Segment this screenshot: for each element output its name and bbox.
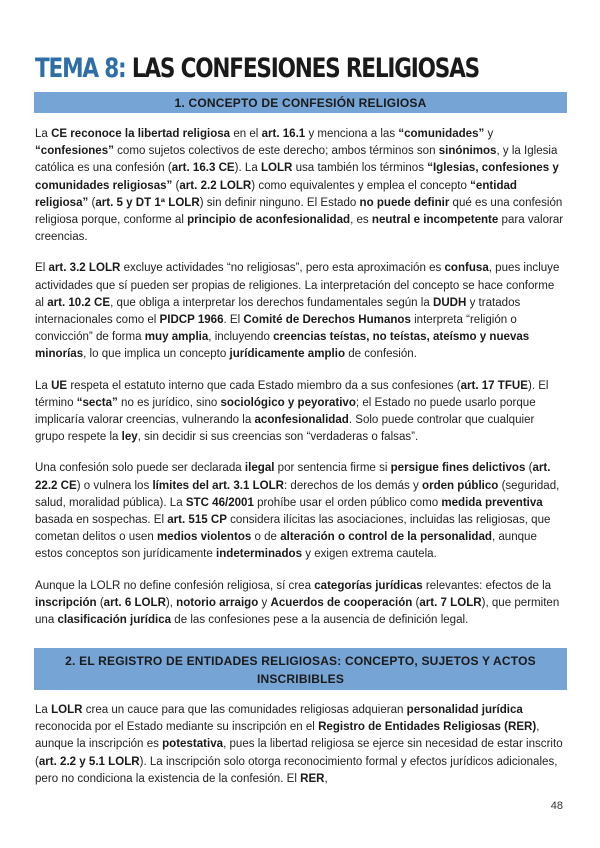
section-body-1 bbox=[35, 126, 565, 643]
bold-term: art. 3.2 LOLR bbox=[48, 262, 121, 275]
text-run: ( bbox=[412, 596, 420, 609]
text-run: o de bbox=[251, 531, 281, 544]
page-title bbox=[35, 52, 479, 86]
bold-term: medida preventiva bbox=[441, 496, 543, 509]
text-run: ). La inscripción solo otorga reconocimiento formal y efectos jurídicos adicionales, pero no condiciona la existencia de la confesión. El bbox=[35, 755, 558, 785]
section-heading-2: 2. EL REGISTRO DE ENTIDADES RELIGIOSAS: CONCEPTO, SUJETOS Y ACTOS INSCRIBIBLES bbox=[34, 648, 567, 690]
bold-term: “entidad religiosa” bbox=[35, 179, 517, 209]
bold-term: creencias teístas, no teístas, ateísmo y nuevas minorías bbox=[35, 331, 530, 361]
bold-term: límites del art. 3.1 LOLR bbox=[152, 479, 285, 492]
text-run: ). El término bbox=[35, 379, 549, 409]
text-run: ; el Estado no puede usarlo porque implicaría valorar creencias, vulnerando la bbox=[35, 396, 536, 427]
text-run: ) sin definir ninguno. El Estado bbox=[199, 196, 360, 209]
bold-term: art. 7 LOLR bbox=[419, 596, 482, 609]
bold-term: LOLR bbox=[260, 162, 293, 175]
bold-term: art. 17 TFUE bbox=[460, 379, 528, 392]
bold-term: categorías jurídicas bbox=[314, 579, 423, 592]
bold-term: art. 6 LOLR bbox=[103, 596, 166, 609]
bold-term: “secta” bbox=[76, 396, 118, 409]
bold-term: aconfesionalidad bbox=[254, 414, 349, 427]
text-run: , bbox=[324, 772, 328, 785]
bold-term: potestativa bbox=[162, 738, 224, 751]
bold-term: alteración o control de la personalidad bbox=[280, 531, 492, 544]
text-run: . El bbox=[223, 314, 244, 327]
paragraph bbox=[35, 378, 565, 447]
text-run: ( bbox=[96, 596, 104, 609]
text-run: La bbox=[35, 704, 52, 716]
bold-term: sinónimos bbox=[438, 145, 497, 158]
text-run: no es jurídico, sino bbox=[117, 396, 221, 409]
text-run: de las confesiones pese a la ausencia de definición legal. bbox=[171, 614, 469, 627]
bold-term: orden público bbox=[422, 479, 499, 492]
bold-term: art. 515 CP bbox=[167, 514, 227, 527]
text-run: en el bbox=[230, 128, 262, 140]
text-run: para valorar creencias. bbox=[35, 214, 564, 244]
bold-term: art. 22.2 CE bbox=[35, 462, 551, 492]
bold-term: art. 16.3 CE bbox=[171, 162, 235, 175]
text-run: qué es una confesión religiosa porque, conforme al bbox=[35, 196, 563, 227]
bold-term: personalidad jurídica bbox=[406, 704, 523, 716]
text-run: , sin decidir si sus creencias son “verdaderas o falsas”. bbox=[137, 431, 419, 444]
text-run: basada en sospechas. El bbox=[35, 514, 168, 527]
text-run: usa también los términos bbox=[292, 162, 428, 175]
text-run: , lo que implica un concepto bbox=[83, 348, 230, 361]
text-run: por sentencia firme si bbox=[274, 462, 391, 475]
text-run: ), que permiten una bbox=[35, 596, 560, 627]
text-run: , incluyendo bbox=[208, 331, 274, 344]
bold-term: medios violentos bbox=[156, 531, 252, 544]
bold-term: “comunidades” bbox=[398, 128, 485, 140]
bold-term: art. 10.2 CE bbox=[47, 296, 111, 309]
bold-term: clasificación jurídica bbox=[57, 614, 172, 627]
bold-term: jurídicamente amplio bbox=[229, 348, 345, 361]
paragraph bbox=[35, 460, 565, 563]
bold-term: PIDCP 1966 bbox=[159, 314, 224, 327]
text-run: ( bbox=[88, 196, 96, 209]
bold-term: neutral e incompetente bbox=[371, 214, 499, 227]
text-run: ) como equivalentes y emplea el concepto bbox=[251, 179, 471, 192]
title-text: LAS CONFESIONES RELIGIOSAS bbox=[131, 53, 479, 84]
title-number: TEMA 8: bbox=[35, 53, 126, 84]
text-run: interpreta “religión o convicción” de forma bbox=[35, 314, 517, 344]
section-body-2 bbox=[35, 702, 565, 802]
bold-term: Registro de Entidades Religiosas (RER) bbox=[318, 721, 537, 734]
text-run: , aunque estos conceptos son jurídicamente bbox=[35, 531, 537, 561]
bold-term: art. 16.1 bbox=[261, 128, 306, 140]
paragraph bbox=[35, 260, 565, 363]
bold-term: CE reconoce la libertad religiosa bbox=[51, 128, 231, 140]
bold-term: art. 5 y DT 1ª LOLR bbox=[95, 196, 200, 209]
text-run: ( bbox=[525, 462, 533, 475]
page-number: 48 bbox=[550, 800, 563, 812]
text-run: respeta el estatuto interno que cada Estado miembro da a sus confesiones ( bbox=[67, 379, 461, 392]
text-run: relevantes: efectos de la bbox=[422, 579, 552, 592]
text-run: El bbox=[35, 262, 49, 275]
text-run: excluye actividades “no religiosas”, pero esta aproximación es bbox=[120, 262, 445, 275]
text-run: y bbox=[484, 128, 494, 140]
bold-term: art. 2.2 LOLR bbox=[179, 179, 252, 192]
text-run: , que obliga a interpretar los derechos fundamentales según la bbox=[110, 296, 433, 309]
bold-term: confusa bbox=[444, 262, 489, 275]
bold-term: muy amplia bbox=[144, 331, 209, 344]
text-run: ( bbox=[172, 179, 180, 192]
bold-term: Comité de Derechos Humanos bbox=[243, 314, 411, 327]
text-run: , y la Iglesia católica es una confesión ( bbox=[35, 145, 558, 175]
bold-term: principio de aconfesionalidad bbox=[187, 214, 351, 227]
bold-term: no puede definir bbox=[359, 196, 450, 209]
bold-term: “confesiones” bbox=[35, 145, 114, 158]
bold-term: “Iglesias, confesiones y comunidades religiosas” bbox=[35, 162, 559, 192]
bold-term: LOLR bbox=[51, 704, 83, 716]
text-run: y menciona a las bbox=[305, 128, 399, 140]
section-heading-1: 1. CONCEPTO DE CONFESIÓN RELIGIOSA bbox=[34, 92, 567, 113]
bold-term: DUDH bbox=[433, 296, 467, 309]
paragraph bbox=[35, 126, 565, 246]
paragraph bbox=[35, 702, 565, 788]
text-run: La bbox=[35, 379, 52, 392]
text-run: : derechos de los demás y bbox=[284, 479, 423, 492]
text-run: y bbox=[258, 596, 271, 609]
text-run: , pues la libertad religiosa se ejerce sin necesidad de estar inscrito ( bbox=[35, 738, 563, 768]
bold-term: indeterminados bbox=[216, 548, 302, 561]
text-run: , es bbox=[350, 214, 372, 227]
text-run: ), bbox=[165, 596, 177, 609]
text-run: y exigen extrema cautela. bbox=[302, 548, 437, 561]
paragraph bbox=[35, 578, 565, 630]
text-run: Una confesión solo puede ser declarada bbox=[35, 462, 245, 475]
bold-term: STC 46/2001 bbox=[185, 496, 254, 509]
text-run: ) o vulnera los bbox=[76, 479, 153, 492]
bold-term: ley bbox=[121, 431, 138, 444]
bold-term: RER bbox=[300, 772, 325, 785]
bold-term: notorio arraigo bbox=[176, 596, 259, 609]
text-run: , pues incluye actividades que sí pueden ser propias de religiones. La interpretación del concepto se hace conforme al bbox=[35, 262, 560, 309]
bold-term: Acuerdos de cooperación bbox=[270, 596, 413, 609]
text-run: reconocida por el Estado mediante su inscripción en el bbox=[35, 721, 319, 734]
text-run: , aunque la inscripción es bbox=[35, 721, 540, 751]
bold-term: art. 2.2 y 5.1 LOLR bbox=[38, 755, 140, 768]
text-run: Aunque la LOLR no define confesión religiosa, sí crea bbox=[35, 579, 315, 592]
text-run: como sujetos colectivos de este derecho; ambos términos son bbox=[113, 145, 439, 158]
text-run: y tratados internacionales como el bbox=[35, 296, 521, 327]
bold-term: sociológico y peyorativo bbox=[220, 396, 356, 409]
text-run: ). La bbox=[234, 162, 261, 175]
text-run: . Solo puede controlar que cualquier grupo respete la bbox=[35, 414, 535, 444]
text-run: prohíbe usar el orden público como bbox=[253, 496, 442, 509]
text-run: de confesión. bbox=[345, 348, 417, 361]
text-run: crea un cauce para que las comunidades religiosas adquieran bbox=[82, 704, 407, 716]
bold-term: persigue fines delictivos bbox=[390, 462, 526, 475]
text-run: (seguridad, salud, moralidad pública). La bbox=[35, 479, 560, 509]
bold-term: UE bbox=[51, 379, 68, 392]
text-run: considera ilícitas las asociaciones, incluidas las religiosas, que cometan delitos o usen bbox=[35, 514, 551, 544]
bold-term: inscripción bbox=[35, 596, 97, 609]
bold-term: ilegal bbox=[244, 462, 275, 475]
text-run: La bbox=[35, 128, 52, 140]
